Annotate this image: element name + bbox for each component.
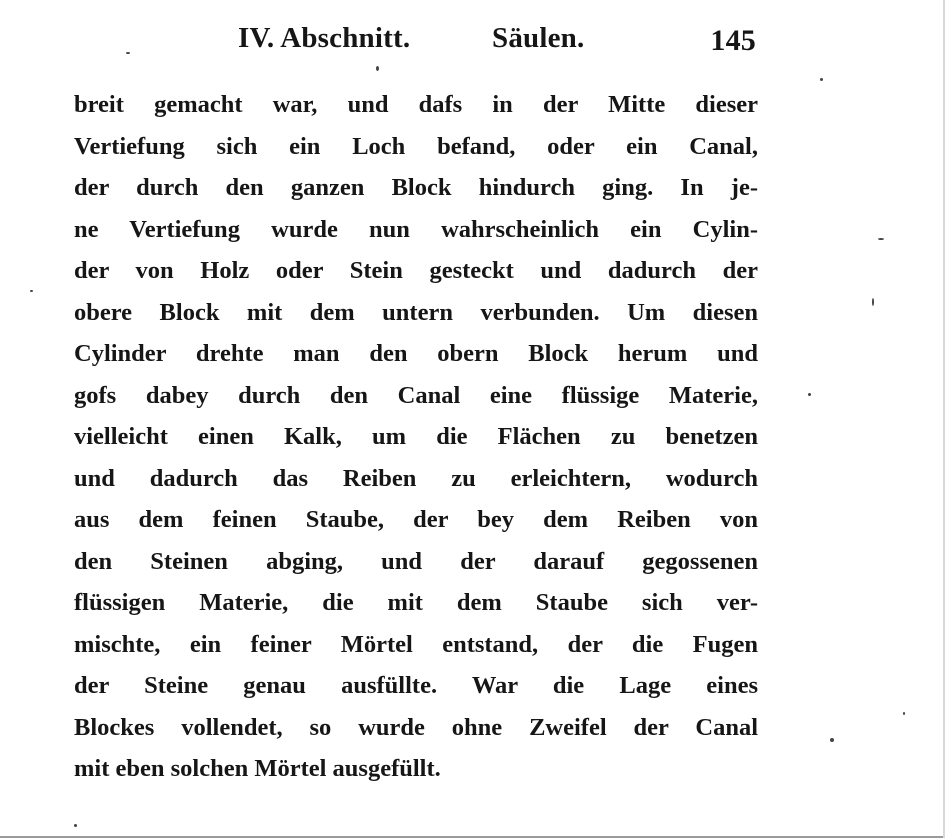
text-line: breit gemacht war, und dafs in der Mitte dieser xyxy=(74,91,758,118)
text-line: der Steine genau ausfüllte. War die Lage eines xyxy=(74,672,758,699)
text-line: vielleicht einen Kalk, um die Flächen zu benetzen xyxy=(74,423,758,450)
text-line: Blockes vollendet, so wurde ohne Zweifel der Canal xyxy=(74,713,758,741)
text-line: gofs dabey durch den Canal eine flüssige Materie, xyxy=(74,381,758,409)
text-line: obere Block mit dem untern verbunden. Um diesen xyxy=(74,298,758,326)
page-number: 145 xyxy=(710,24,756,57)
scan-speck xyxy=(376,66,379,71)
text-line: mischte, ein feiner Mörtel entstand, der die Fugen xyxy=(74,630,758,658)
scan-speck xyxy=(808,393,811,396)
text-line: Vertiefung sich ein Loch befand, oder ein Canal, xyxy=(74,132,758,160)
text-line: den Steinen abging, und der darauf gegossenen xyxy=(74,547,758,575)
text-line: der von Holz oder Stein gesteckt und dadurch der xyxy=(74,257,758,284)
text-line: und dadurch das Reiben zu erleichtern, wodurch xyxy=(74,464,758,492)
text-line: flüssigen Materie, die mit dem Staube sich ver- xyxy=(74,589,758,616)
text-line: aus dem feinen Staube, der bey dem Reiben von xyxy=(74,506,758,533)
text-line: ne Vertiefung wurde nun wahrscheinlich ein Cylin- xyxy=(74,215,758,243)
scan-speck xyxy=(126,52,130,54)
text-line: Cylinder drehte man den obern Block herum und xyxy=(74,340,758,367)
scan-speck xyxy=(878,238,884,240)
running-header xyxy=(238,22,768,62)
text-line: mit eben solchen Mörtel ausgefüllt. xyxy=(74,755,441,782)
scan-speck xyxy=(903,712,905,715)
chapter-title: Säulen. xyxy=(492,22,585,54)
section-heading: IV. Abschnitt. xyxy=(238,22,411,54)
scan-speck xyxy=(74,824,77,827)
scan-speck xyxy=(820,78,823,81)
scan-speck xyxy=(30,290,33,292)
scan-speck xyxy=(872,298,874,306)
text-line: der durch den ganzen Block hindurch ging. In je- xyxy=(74,174,758,201)
body-paragraph xyxy=(74,84,758,790)
scan-speck xyxy=(830,738,834,742)
